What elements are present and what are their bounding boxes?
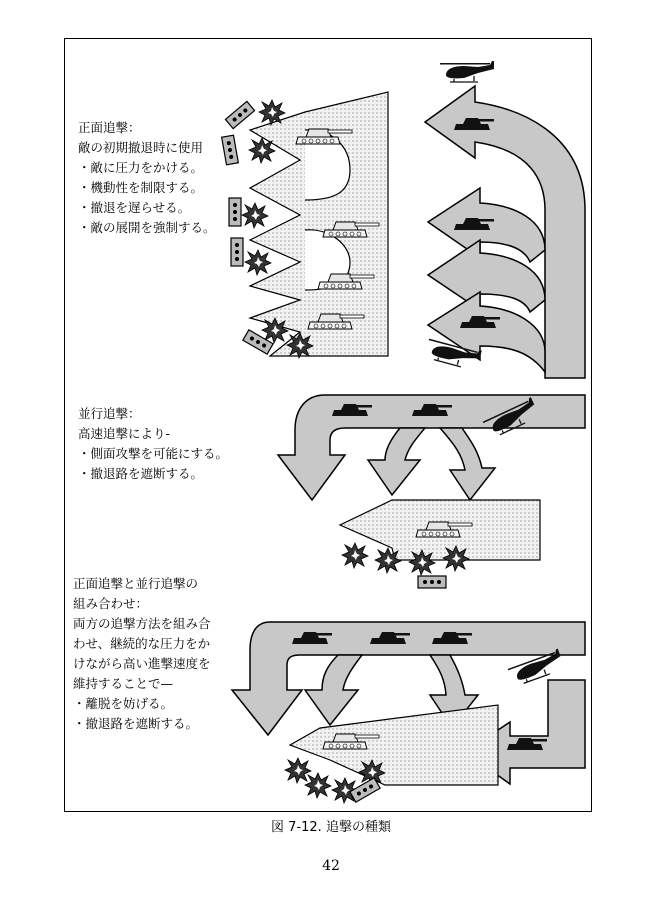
explosion-icon [249, 138, 275, 163]
text-line: わせ、継続的な圧力をか [73, 636, 211, 651]
parallel-pursuit-description [78, 404, 228, 484]
text-line: ・離脱を妨げる。 [73, 696, 174, 711]
text-line: ・撤退路を遮断する。 [78, 466, 204, 481]
enemy-unit-icon [231, 238, 243, 266]
parallel-pursuit-branch-1 [368, 428, 425, 495]
explosion-icon [305, 773, 331, 798]
section-title: 正面追撃と並行追撃の [73, 576, 199, 591]
enemy-unit-icon [225, 101, 254, 128]
combination-branch-1 [305, 655, 362, 725]
frontal-pursuit-description [78, 118, 216, 238]
explosion-icon [375, 548, 401, 573]
text-line: 高速追撃により- [78, 426, 171, 441]
text-line: ・敵の展開を強制する。 [78, 220, 216, 235]
text-line: 組み合わせ： [73, 596, 149, 611]
figure-caption: 図 7-12. 追撃の種類 [271, 820, 391, 835]
explosion-icon [443, 546, 469, 571]
text-line: ・敵に圧力をかける。 [78, 160, 204, 175]
helicopter-icon [440, 61, 494, 82]
explosion-icon [342, 543, 368, 568]
combination-pursuit-description [73, 574, 211, 734]
text-line: けながら高い進撃速度を [73, 656, 211, 671]
explosion-icon [245, 250, 271, 275]
text-line: ・撤退を遅らせる。 [78, 200, 191, 215]
section-title: 並行追撃： [78, 406, 141, 421]
parallel-pursuit-branch-2 [440, 428, 495, 500]
page-number: 42 [322, 858, 340, 874]
section-title: 正面追撃： [78, 120, 141, 135]
text-line: 両方の追撃方法を組み合 [73, 616, 211, 631]
text-line: 敵の初期撤退時に使用 [78, 140, 204, 155]
text-line: ・側面攻撃を可能にする。 [78, 446, 229, 461]
text-line: 維持することで— [73, 676, 174, 691]
explosion-icon [242, 203, 268, 228]
combination-enemy-zone [290, 705, 498, 785]
enemy-unit-icon [418, 576, 446, 588]
text-line: ・機動性を制限する。 [78, 180, 204, 195]
enemy-unit-icon [229, 198, 241, 226]
explosion-icon [285, 758, 311, 783]
explosion-icon [409, 550, 435, 575]
enemy-unit-icon [222, 135, 239, 165]
text-line: ・撤退路を遮断する。 [73, 716, 199, 731]
